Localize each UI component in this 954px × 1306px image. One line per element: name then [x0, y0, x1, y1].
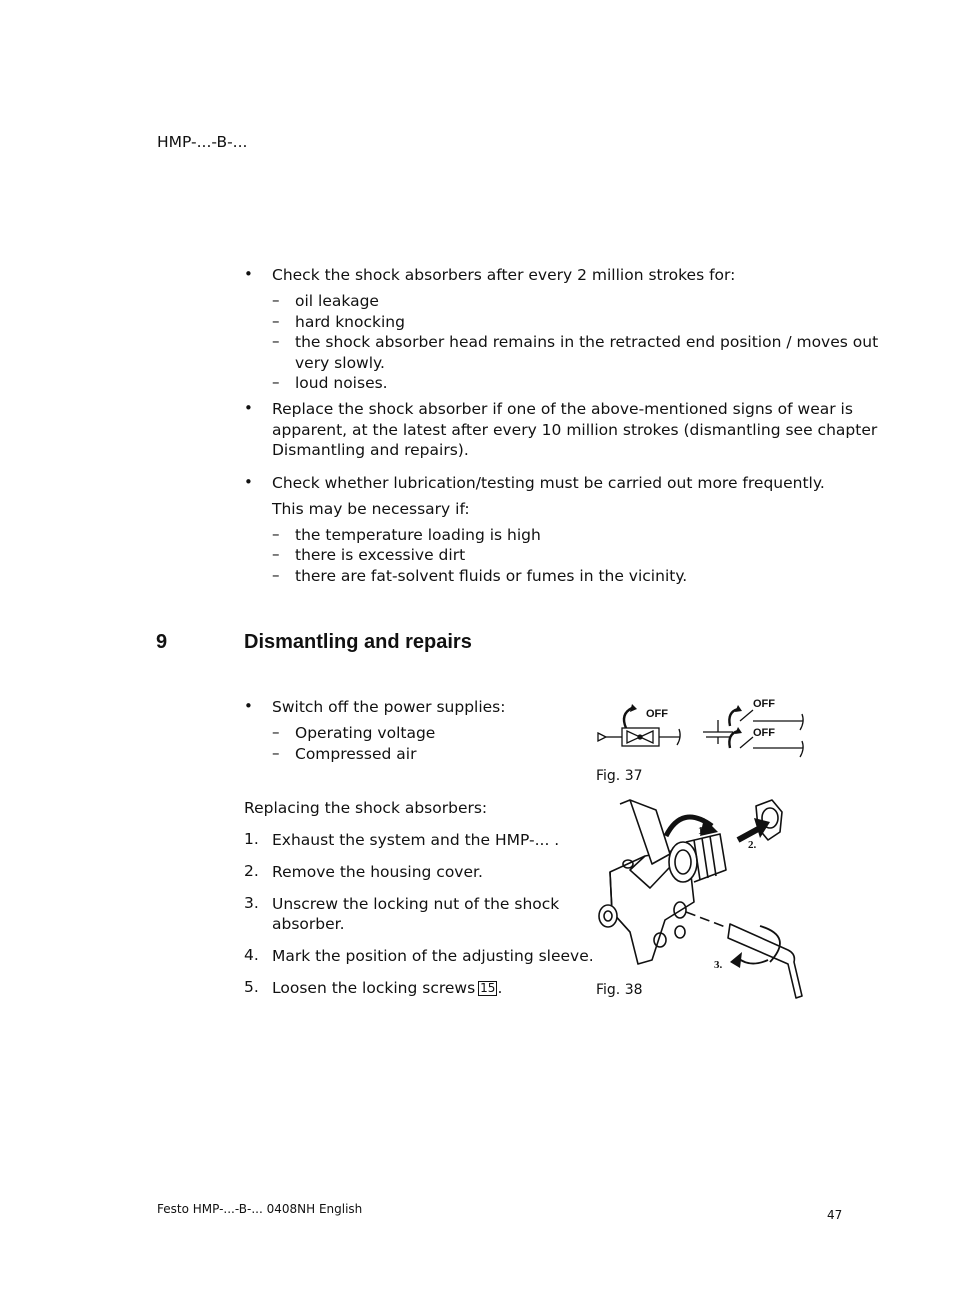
dash-marker: – [272, 373, 280, 391]
section-title: Dismantling and repairs [244, 631, 472, 653]
dash-marker: – [272, 312, 280, 330]
dash-marker: – [272, 525, 280, 543]
list-item: loud noises. [295, 374, 388, 392]
footer-document-id: Festo HMP-...-B-... 0408NH English [157, 1202, 363, 1216]
step-label-2: 2. [748, 839, 757, 851]
bullet-text: Dismantling and repairs). [272, 441, 469, 459]
step-number: 4. [244, 946, 259, 964]
bullet-marker: • [244, 697, 253, 715]
step-number: 2. [244, 862, 259, 880]
bullet-text: Check the shock absorbers after every 2 million strokes for: [272, 266, 736, 284]
off-label-switch-bottom: OFF [753, 727, 775, 739]
supply-triangle-icon [598, 733, 606, 741]
reference-number-box: 15 [480, 981, 496, 995]
list-item: there are fat-solvent fluids or fumes in the vicinity. [295, 567, 688, 585]
off-label-valve: OFF [646, 708, 668, 720]
dash-marker: – [272, 545, 280, 563]
fig37-caption: Fig. 37 [596, 768, 643, 784]
step-text-end: . [497, 979, 503, 997]
fig37-illustration [590, 690, 820, 760]
bullet-marker: • [244, 265, 253, 283]
bullet-text: Replace the shock absorber if one of the above-mentioned signs of wear is [272, 400, 853, 418]
section-number: 9 [156, 631, 168, 653]
off-label-switch-top: OFF [753, 698, 775, 710]
step-label-1: 1. [698, 825, 707, 837]
step-label-3: 3. [714, 959, 723, 971]
step-text: Remove the housing cover. [272, 863, 483, 881]
step-number: 5. [244, 978, 259, 996]
list-item: Compressed air [295, 745, 417, 763]
step-text: Unscrew the locking nut of the shock [272, 895, 560, 913]
step-text-row [272, 978, 502, 999]
fig38-caption: Fig. 38 [596, 982, 643, 998]
procedure-heading: Replacing the shock absorbers: [244, 799, 488, 817]
fig38-illustration [590, 792, 815, 1002]
bullet-text: Switch off the power supplies: [272, 698, 506, 716]
bullet-marker: • [244, 473, 253, 491]
bullet-marker: • [244, 399, 253, 417]
list-item: the shock absorber head remains in the retracted end position / moves out [295, 333, 879, 351]
dash-marker: – [272, 566, 280, 584]
step-text-continued: absorber. [272, 915, 345, 933]
bullet-text: apparent, at the latest after every 10 million strokes (dismantling see chapter [272, 421, 878, 439]
page-number: 47 [827, 1208, 843, 1222]
step-text: Exhaust the system and the HMP-... . [272, 831, 560, 849]
dash-marker: – [272, 291, 280, 309]
step-number: 1. [244, 830, 259, 848]
dash-marker: – [272, 744, 280, 762]
list-item: oil leakage [295, 292, 379, 310]
list-item: there is excessive dirt [295, 546, 466, 564]
list-item: the temperature loading is high [295, 526, 541, 544]
list-item-continued: very slowly. [295, 354, 385, 372]
dash-marker: – [272, 723, 280, 741]
header-product-code: HMP-...-B-... [157, 133, 248, 151]
list-item: hard knocking [295, 313, 405, 331]
dash-marker: – [272, 332, 280, 350]
list-item: Operating voltage [295, 724, 436, 742]
step-text: Mark the position of the adjusting sleeve. [272, 947, 594, 965]
bullet-note: This may be necessary if: [272, 500, 470, 518]
bullet-text: Check whether lubrication/testing must be carried out more frequently. [272, 474, 825, 492]
step-text: Loosen the locking screws [272, 979, 476, 997]
step-number: 3. [244, 894, 259, 912]
